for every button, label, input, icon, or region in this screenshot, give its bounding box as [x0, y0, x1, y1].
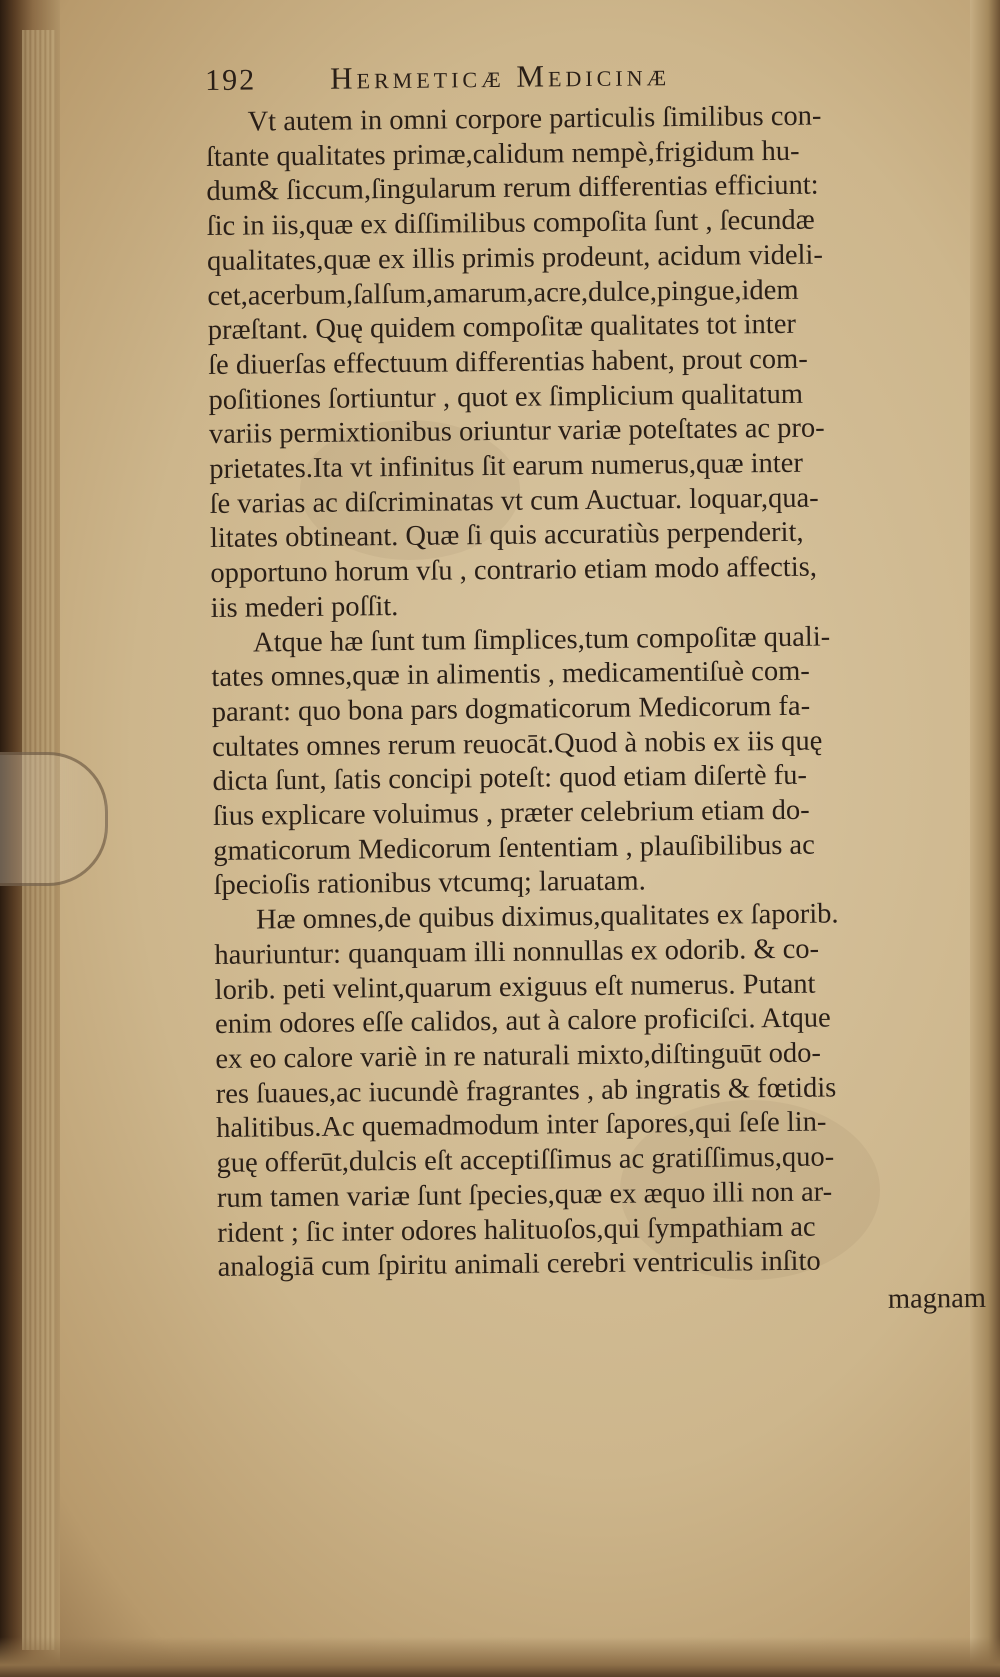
text-line: ſius explicare voluimus , præter celebrium etiam do- [212, 794, 810, 833]
text-line: præſtant. Quę quidem compoſitæ qualitates tot inter [207, 309, 797, 347]
text-line: halitibus.Ac quemadmodum inter ſapores,qui ſeſe lin- [216, 1106, 827, 1145]
text-line: dum& ſiccum,ſingularum rerum differentias efficiunt: [206, 169, 819, 208]
text-line: analogiā cum ſpiritu animali cerebri ventriculis inſito [217, 1245, 821, 1284]
text-line: cet,acerbum,ſalſum,amarum,acre,dulce,pingue,idem [207, 274, 799, 312]
catchword: magnam [887, 1282, 987, 1315]
text-line: dicta ſunt, ſatis concipi poteſt: quod etiam diſertè fu- [212, 760, 808, 798]
text-line: variis permixtionibus oriuntur variæ poteſtates ac pro- [208, 412, 825, 451]
text-line: guę offerūt,dulcis eſt acceptiſſimus ac gratiſſimus,quo- [216, 1141, 835, 1180]
text-line: poſitiones ſortiuntur , quot ex ſimplicium qualitatum [208, 378, 804, 416]
text-line: ſpecioſis rationibus vtcumq; laruatam. [213, 865, 646, 902]
text-line: Hæ omnes,de quibus diximus,qualitates ex ſaporib. [255, 898, 839, 936]
text-line: cultates omnes rerum reuocāt.Quod à nobis ex iis quę [212, 725, 823, 763]
text-line: ſe diuerſas effectuum differentias habent, prout com- [208, 343, 808, 381]
text-line: iis mederi poſſit. [210, 590, 399, 624]
text-line: tates omnes,quæ in alimentis , medicamentiſuè com- [211, 655, 810, 694]
running-head: Hermeticæ Medicinæ [329, 57, 671, 96]
text-line: opportuno horum vſu , contrario etiam modo affectis, [210, 551, 818, 590]
text-line: rident ; ſic inter odores halituoſos,qui ſympathiam ac [217, 1211, 816, 1249]
text-line: parant: quo bona pars dogmaticorum Medicorum fa- [211, 690, 811, 728]
text-line: ex eo calore variè in re naturali mixto,diſtinguūt odo- [215, 1037, 822, 1075]
page-number: 192 [205, 63, 257, 97]
text-line: res ſuaues,ac iucundè fragrantes , ab ingratis & fœtidis [215, 1072, 837, 1110]
text-line: ſe varias ac diſcriminatas vt cum Auctuar. loquar,qua- [209, 482, 819, 520]
text-line: Atque hæ ſunt tum ſimplices,tum compoſitæ quali- [252, 621, 831, 659]
paragraph-3 [214, 896, 988, 1286]
text-line: hauriuntur: quanquam illi nonnullas ex odorib. & co- [214, 933, 820, 971]
paragraph-1 [205, 98, 980, 627]
text-line: lorib. peti velint,quarum exiguus eſt numerus. Putant [214, 968, 816, 1006]
text-block [205, 54, 988, 1325]
text-line: ſtante qualitates primæ,calidum nempè,frigidum hu- [205, 135, 800, 173]
text-line: Vt autem in omni corpore particulis ſimilibus con- [247, 100, 822, 138]
text-line: qualitates,quæ ex illis primis prodeunt, acidum videli- [206, 239, 824, 277]
paragraph-2 [211, 618, 984, 904]
text-line: enim odores eſſe calidos, aut à calore proficiſci. Atque [214, 1002, 831, 1041]
text-line: prietates.Ita vt infinitus ſit earum numerus,quæ inter [209, 447, 804, 486]
text-line: rum tamen variæ ſunt ſpecies,quæ ex æquo illi non ar- [216, 1176, 833, 1214]
bottom-page-edge [0, 1637, 1000, 1677]
text-line: ſic in iis,quæ ex diſſimilibus compoſita ſunt , ſecundæ [206, 204, 815, 243]
text-line: litates obtineant. Quæ ſi quis accuratiùs perpenderit, [209, 517, 804, 555]
page-clip [0, 752, 108, 886]
text-line: gmaticorum Medicorum ſententiam , plauſibilibus ac [213, 829, 815, 867]
